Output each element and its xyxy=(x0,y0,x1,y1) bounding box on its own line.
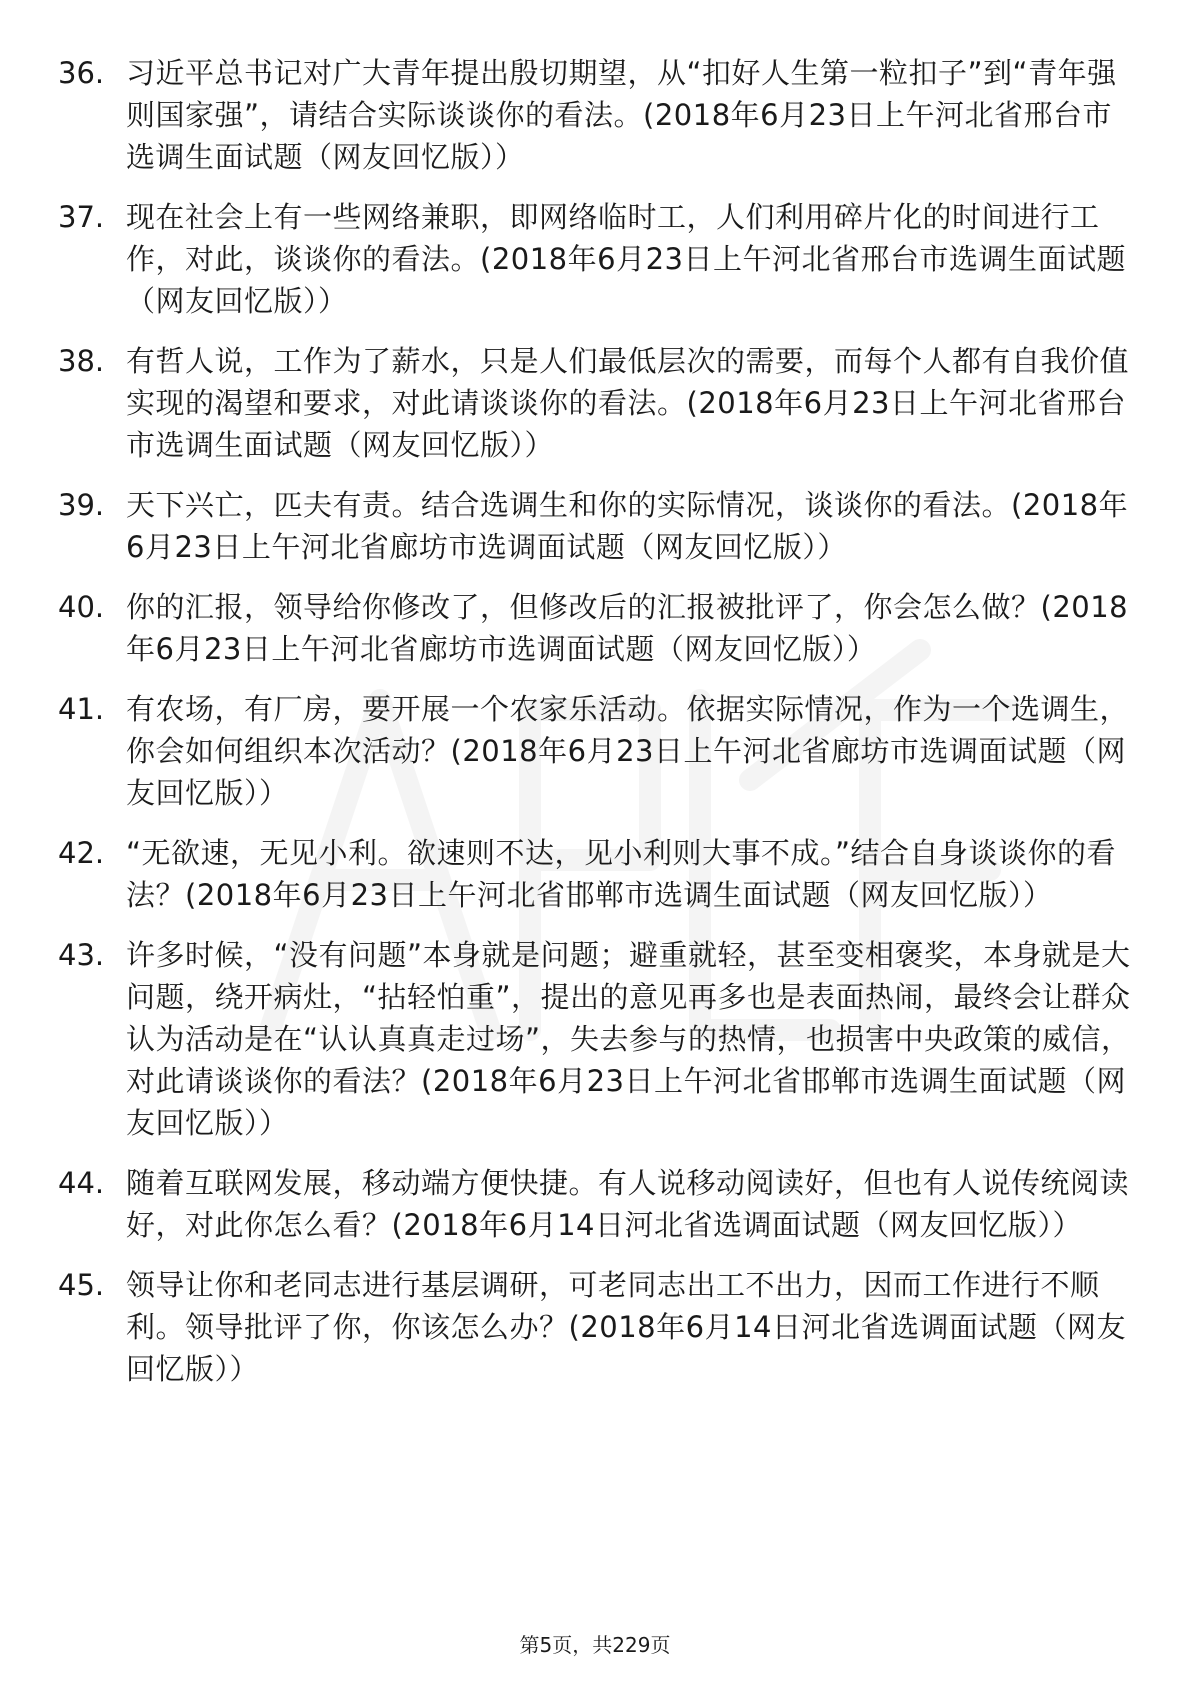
question-number: 45. xyxy=(58,1268,105,1302)
question-item xyxy=(58,832,1138,916)
question-item xyxy=(58,586,1138,670)
question-number: 39. xyxy=(58,488,105,522)
question-number: 41. xyxy=(58,692,105,726)
question-number: 38. xyxy=(58,344,105,378)
question-item xyxy=(58,1162,1138,1246)
question-item xyxy=(58,484,1138,568)
question-number: 42. xyxy=(58,836,105,870)
question-text: 有农场，有厂房，要开展一个农家乐活动。依据实际情况，作为一个选调生，你会如何组织本次活动？(2018年6月23日上午河北省廊坊市选调面试题（网友回忆版）） xyxy=(126,692,1130,810)
question-text: 有哲人说，工作为了薪水，只是人们最低层次的需要，而每个人都有自我价值实现的渴望和要求，对此请谈谈你的看法。(2018年6月23日上午河北省邢台市选调生面试题（网友回忆版）） xyxy=(126,344,1130,462)
question-text: 随着互联网发展，移动端方便快捷。有人说移动阅读好，但也有人说传统阅读好，对此你怎么看？(2018年6月14日河北省选调面试题（网友回忆版）） xyxy=(126,1166,1130,1242)
question-text: “无欲速，无见小利。欲速则不达，见小利则大事不成。”结合自身谈谈你的看法？(2018年6月23日上午河北省邯郸市选调生面试题（网友回忆版）） xyxy=(126,836,1117,912)
question-text: 许多时候，“没有问题”本身就是问题；避重就轻，甚至变相褒奖，本身就是大问题，绕开病灶，“拈轻怕重”，提出的意见再多也是表面热闹，最终会让群众认为活动是在“认认真真走过场”，失去参与的热情，也损害中央政策的威信，对此请谈谈你的看法？(2018年6月23日上午河北省邯郸市选调生面试题（网友回忆版）） xyxy=(126,938,1131,1140)
question-item xyxy=(58,934,1138,1144)
question-item xyxy=(58,52,1138,178)
question-item xyxy=(58,1264,1138,1390)
question-number: 36. xyxy=(58,56,105,90)
question-text: 天下兴亡，匹夫有责。结合选调生和你的实际情况，谈谈你的看法。(2018年6月23日上午河北省廊坊市选调面试题（网友回忆版）） xyxy=(126,488,1129,564)
question-text: 习近平总书记对广大青年提出殷切期望，从“扣好人生第一粒扣子”到“青年强则国家强”，请结合实际谈谈你的看法。(2018年6月23日上午河北省邢台市选调生面试题（网友回忆版）） xyxy=(126,56,1117,174)
question-text: 领导让你和老同志进行基层调研，可老同志出工不出力，因而工作进行不顺利。领导批评了你，你该怎么办？(2018年6月14日河北省选调面试题（网友回忆版）） xyxy=(126,1268,1126,1386)
question-text: 你的汇报，领导给你修改了，但修改后的汇报被批评了，你会怎么做？(2018年6月23日上午河北省廊坊市选调面试题（网友回忆版）） xyxy=(126,590,1129,666)
question-text: 现在社会上有一些网络兼职，即网络临时工，人们利用碎片化的时间进行工作，对此，谈谈你的看法。(2018年6月23日上午河北省邢台市选调生面试题（网友回忆版）） xyxy=(126,200,1126,318)
question-number: 37. xyxy=(58,200,105,234)
page-footer: 第5页，共229页 xyxy=(519,1633,671,1657)
question-number: 43. xyxy=(58,938,105,972)
question-item xyxy=(58,688,1138,814)
question-number: 40. xyxy=(58,590,105,624)
question-number: 44. xyxy=(58,1166,105,1200)
question-item xyxy=(58,340,1138,466)
question-item xyxy=(58,196,1138,322)
question-list xyxy=(58,52,1138,1408)
